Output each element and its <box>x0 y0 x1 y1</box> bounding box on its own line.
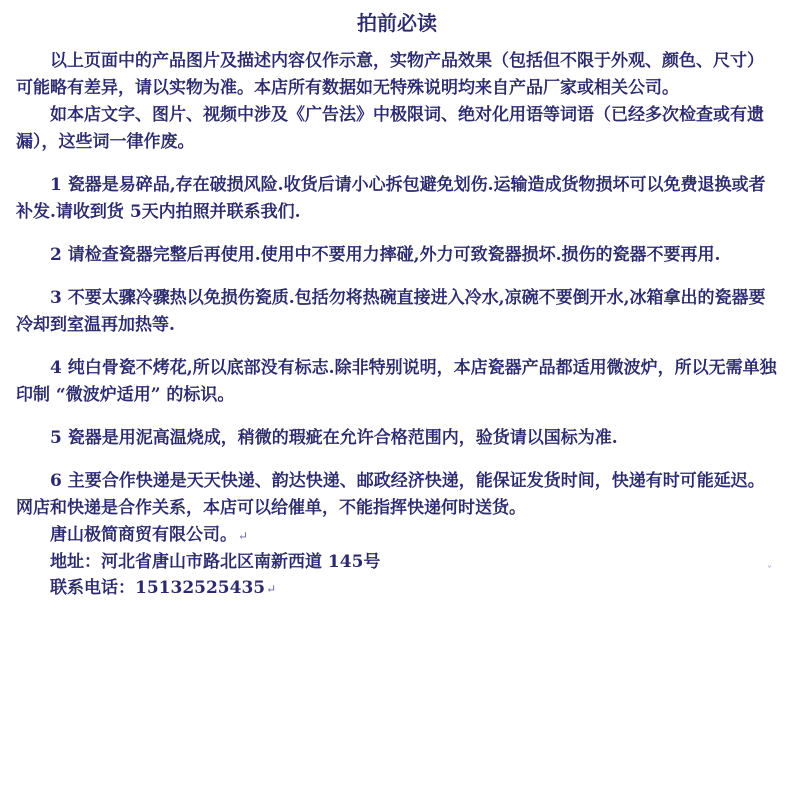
spacer <box>16 269 778 285</box>
spacer <box>16 339 778 355</box>
spacer <box>16 226 778 242</box>
intro-paragraph-disclaimer: 以上页面中的产品图片及描述内容仅作示意，实物产品效果（包括但不限于外观、颜色、尺寸）可能略有差异，请以实物为准。本店所有数据如无特殊说明均来自产品厂家或相关公司。 <box>16 51 764 98</box>
notice-item-2: 2 请检查瓷器完整后再使用.使用中不要用力摔碰,外力可致瓷器损坏.损伤的瓷器不要再用. <box>50 245 721 265</box>
notice-item-1: 1 瓷器是易碎品,存在破损风险.收货后请小心拆包避免划伤.运输造成货物损坏可以免费退换或者补发.请收到货 5天内拍照并联系我们. <box>16 175 766 222</box>
company-phone-text: 联系电话：15132525435 <box>50 578 266 598</box>
return-mark-icon: ↵ <box>266 582 277 596</box>
spacer <box>16 452 778 468</box>
notice-item-6: 6 主要合作快递是天天快递、韵达快递、邮政经济快递，能保证发货时间，快递有时可能延迟。网店和快递是合作关系，本店可以给催单，不能指挥快递何时送货。 <box>16 471 765 518</box>
return-mark-icon: ↵ <box>238 529 249 543</box>
spacer <box>16 409 778 425</box>
notice-item-5: 5 瓷器是用泥高温烧成，稍微的瑕疵在允许合格范围内，验货请以国标为准. <box>50 428 618 448</box>
notice-item-3: 3 不要太骤冷骤热以免损伤瓷质.包括勿将热碗直接进入冷水,凉碗不要倒开水,冰箱拿出的瓷器要冷却到室温再加热等. <box>16 288 766 335</box>
intro-paragraph-ad-law: 如本店文字、图片、视频中涉及《广告法》中极限词、绝对化用语等词语（已经多次检查或有遗漏），这些词一律作废。 <box>16 105 764 152</box>
spacer <box>16 156 778 172</box>
stray-mark: ˇ <box>767 566 772 577</box>
company-name <box>16 522 778 549</box>
notice-item-4: 4 纯白骨瓷不烤花,所以底部没有标志.除非特别说明，本店瓷器产品都适用微波炉，所以无需单独印制 “微波炉适用” 的标识。 <box>16 358 777 405</box>
company-name-text: 唐山极简商贸有限公司。 <box>50 525 237 545</box>
page-title: 拍前必读 <box>357 11 437 35</box>
company-address: 地址：河北省唐山市路北区南新西道 145号 <box>50 552 381 572</box>
company-phone <box>16 575 778 602</box>
